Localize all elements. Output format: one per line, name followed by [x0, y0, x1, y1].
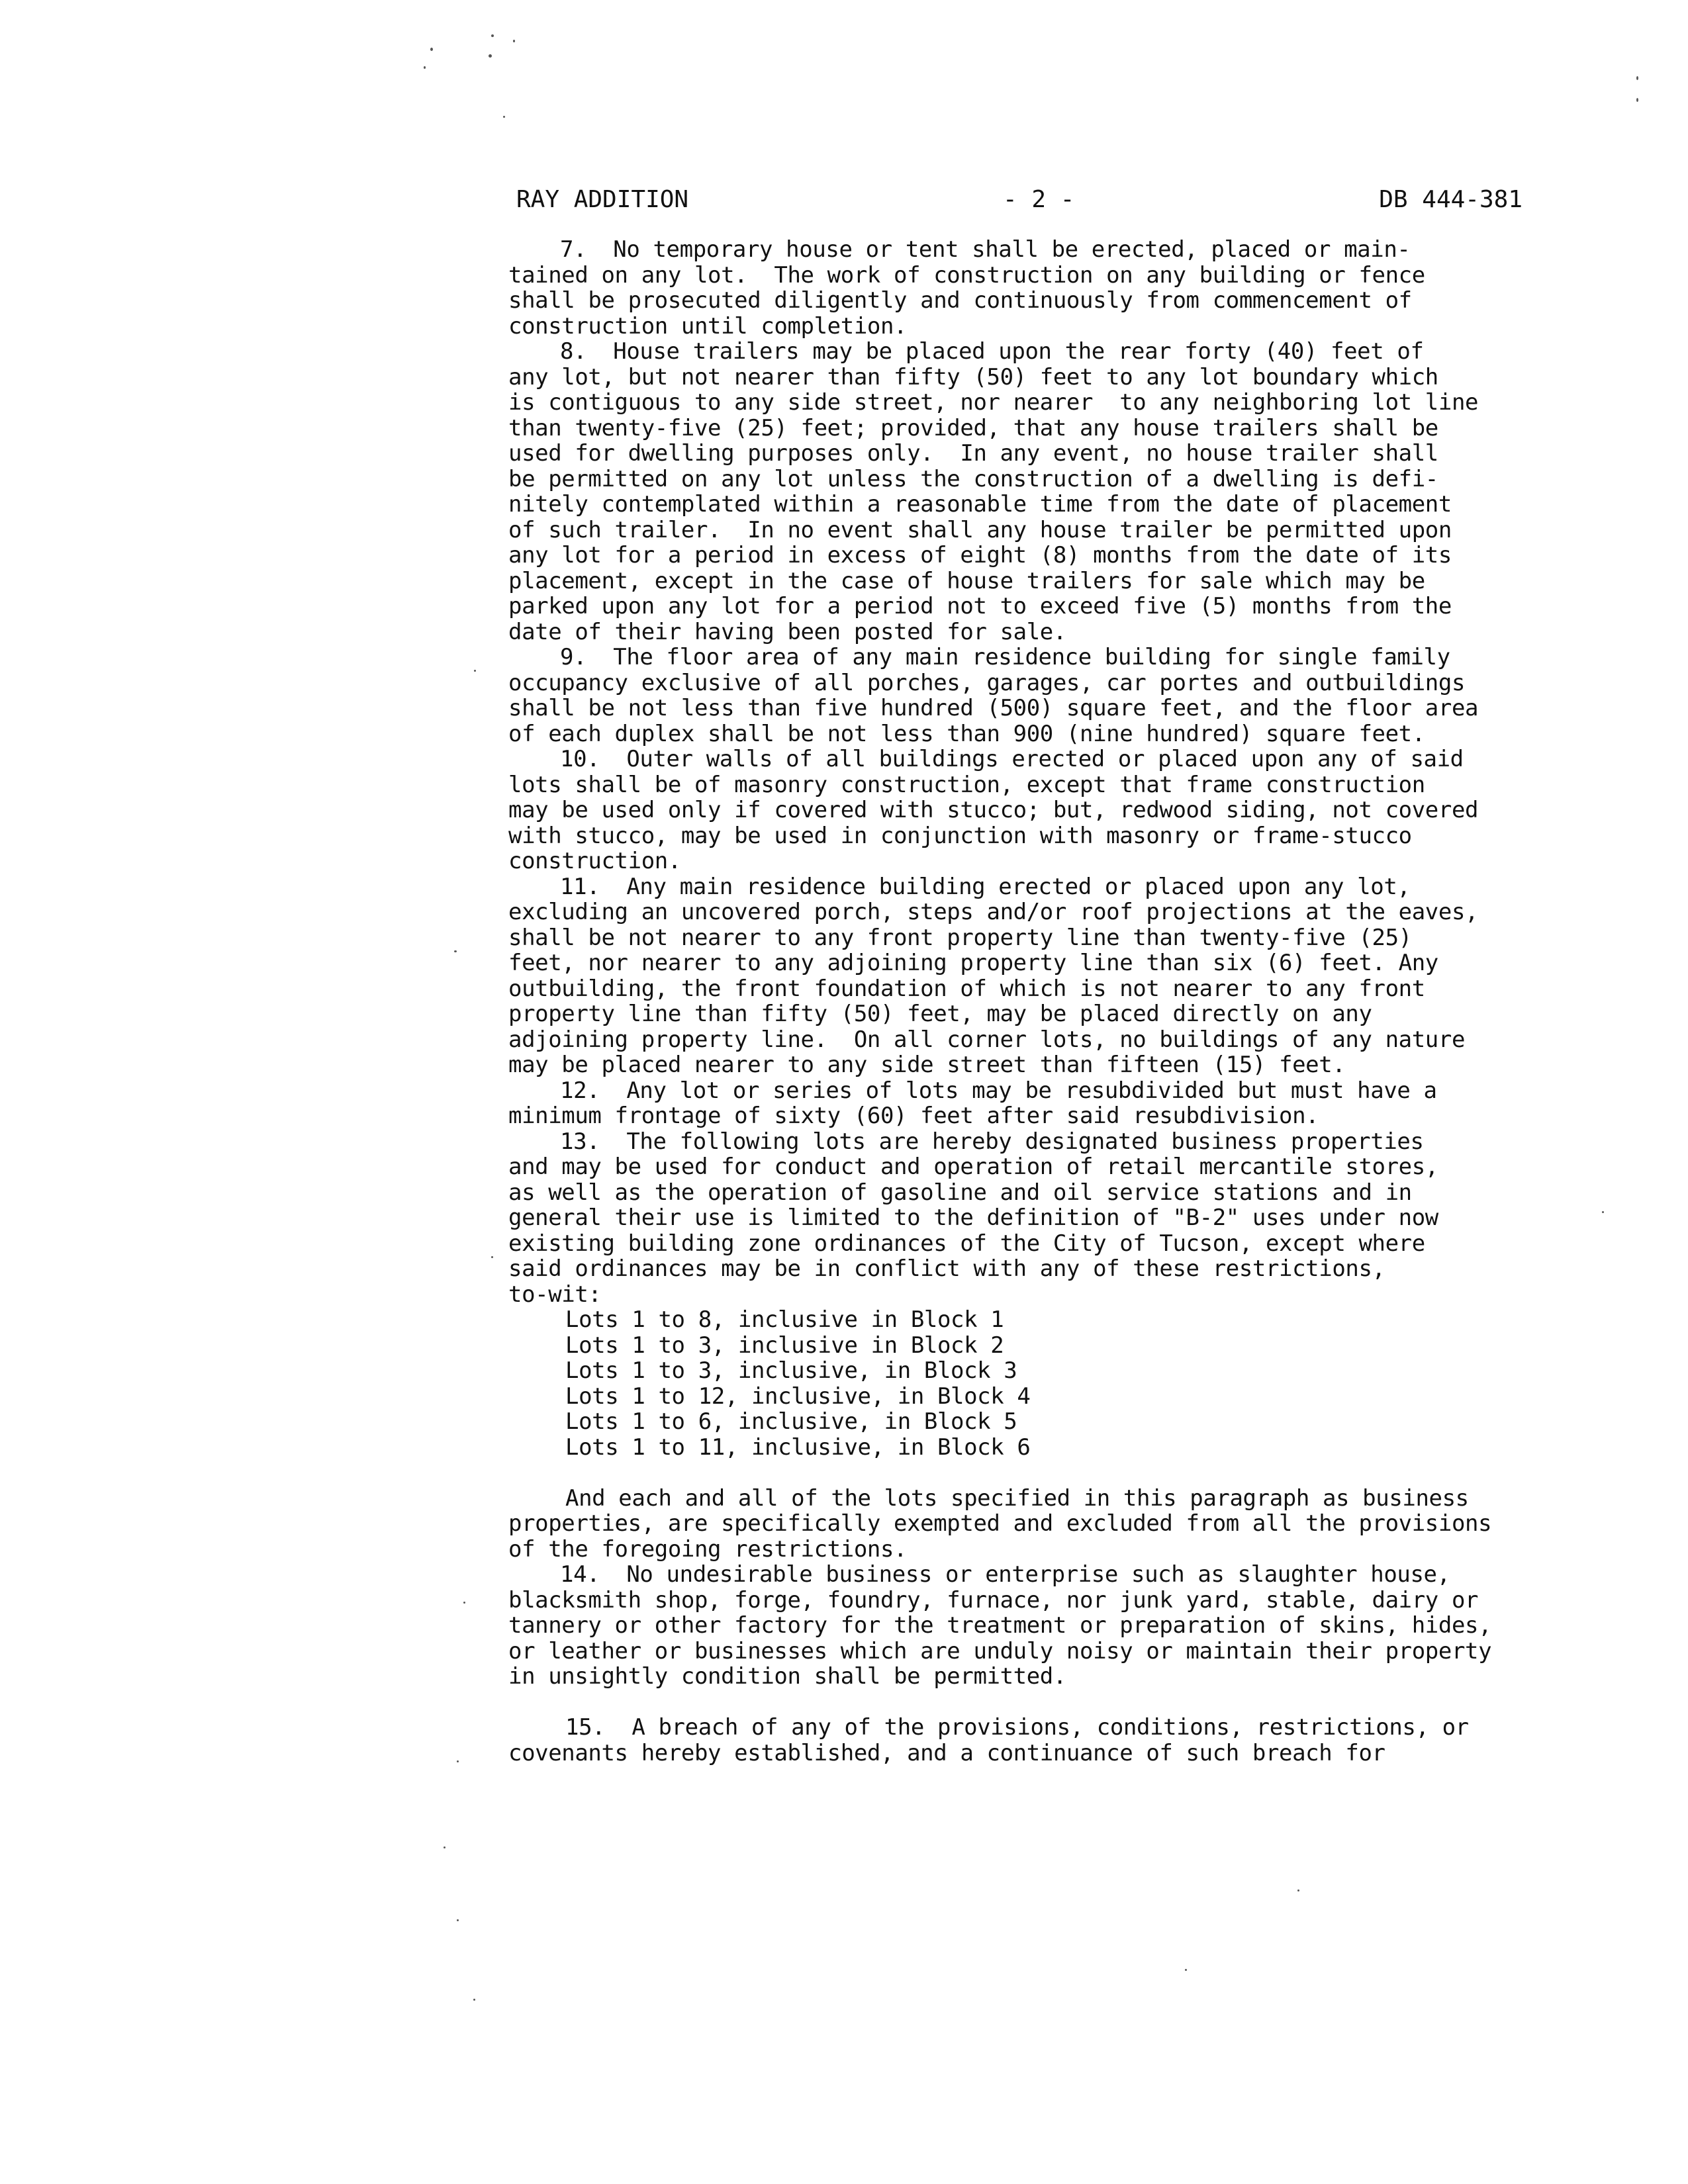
blank-line	[508, 1690, 1634, 1715]
docket-reference: DB 444-381	[1379, 186, 1523, 213]
text-line: shall be not nearer to any front property line than twenty-five (25)	[508, 924, 1412, 951]
paragraph-15	[508, 1715, 1634, 1766]
paragraph-8	[508, 339, 1634, 645]
scan-speck	[463, 1602, 465, 1604]
scan-speck	[491, 34, 494, 37]
page-number: - 2 -	[1003, 186, 1075, 213]
text-line: general their use is limited to the definition of "B-2" uses under now	[508, 1205, 1438, 1231]
page-header	[516, 180, 1523, 220]
text-line: of the foregoing restrictions.	[508, 1535, 908, 1563]
scan-speck	[491, 1256, 493, 1258]
text-line: outbuilding, the front foundation of which is not nearer to any front	[508, 975, 1425, 1002]
scan-speck	[513, 40, 515, 42]
text-line: nitely contemplated within a reasonable time from the date of placement	[508, 491, 1452, 518]
text-line: and may be used for conduct and operation of retail mercantile stores,	[508, 1154, 1438, 1180]
scan-speck	[474, 670, 476, 672]
text-line: properties, are specifically exempted and excluded from all the provisions	[508, 1510, 1492, 1537]
text-line: lots shall be of masonry construction, except that frame construction	[508, 771, 1425, 798]
scan-speck	[1636, 98, 1638, 102]
text-line: 12. Any lot or series of lots may be resubdivided but must have a	[560, 1077, 1437, 1104]
text-line: adjoining property line. On all corner lots, no buildings of any nature	[508, 1026, 1466, 1053]
text-line: used for dwelling purposes only. In any event, no house trailer shall	[508, 440, 1438, 467]
text-line: than twenty-five (25) feet; provided, that any house trailers shall be	[508, 414, 1438, 441]
lot-list-item: Lots 1 to 12, inclusive, in Block 4	[565, 1383, 1031, 1410]
text-line: as well as the operation of gasoline and oil service stations and in	[508, 1179, 1412, 1206]
text-line: in unsightly condition shall be permitted.	[508, 1663, 1066, 1690]
text-line: parked upon any lot for a period not to exceed five (5) months from the	[508, 593, 1452, 619]
business-lots-list	[508, 1307, 1634, 1460]
text-line: 11. Any main residence building erected or placed upon any lot,	[560, 873, 1411, 900]
text-line: of such trailer. In no event shall any house trailer be permitted upon	[508, 516, 1452, 543]
paragraph-12	[508, 1078, 1634, 1129]
text-line: 14. No undesirable business or enterprise such as slaughter house,	[560, 1561, 1450, 1588]
text-line: may be placed nearer to any side street than fifteen (15) feet.	[508, 1052, 1346, 1078]
text-line: 15. A breach of any of the provisions, conditions, restrictions, or	[565, 1714, 1469, 1741]
document-body	[508, 237, 1634, 1766]
text-line: with stucco, may be used in conjunction with masonry or frame-stucco	[508, 822, 1412, 849]
text-line: blacksmith shop, forge, foundry, furnace, nor junk yard, stable, dairy or	[508, 1586, 1479, 1614]
scan-speck	[489, 54, 492, 58]
text-line: said ordinances may be in conflict with any of these restrictions,	[508, 1255, 1385, 1282]
text-line: shall be not less than five hundred (500) square feet, and the floor area	[508, 695, 1479, 721]
scan-speck	[430, 48, 433, 51]
text-line: 9. The floor area of any main residence building for single family	[560, 644, 1450, 670]
text-line: existing building zone ordinances of the City of Tucson, except where	[508, 1230, 1425, 1257]
scan-speck	[457, 1760, 459, 1762]
text-line: 13. The following lots are hereby designated business properties	[560, 1128, 1424, 1155]
scan-speck	[1297, 1889, 1299, 1891]
lot-list-item: Lots 1 to 3, inclusive in Block 2	[565, 1332, 1004, 1359]
text-line: any lot for a period in excess of eight (8) months from the date of its	[508, 542, 1452, 569]
text-line: any lot, but not nearer than fifty (50) feet to any lot boundary which	[508, 363, 1438, 390]
lot-list-item: Lots 1 to 11, inclusive, in Block 6	[565, 1433, 1031, 1461]
text-line: or leather or businesses which are unduly noisy or maintain their property	[508, 1637, 1492, 1664]
lot-list-item: Lots 1 to 6, inclusive, in Block 5	[565, 1408, 1017, 1435]
lot-list-item: Lots 1 to 3, inclusive, in Block 3	[565, 1357, 1017, 1384]
document-title: RAY ADDITION	[516, 186, 689, 213]
text-line: 7. No temporary house or tent shall be erected, placed or main-	[560, 236, 1411, 263]
scan-speck	[1636, 76, 1638, 80]
lot-list-item: Lots 1 to 8, inclusive in Block 1	[565, 1306, 1004, 1333]
text-line: construction until completion.	[508, 312, 908, 340]
scan-speck	[444, 1846, 445, 1848]
paragraph-9	[508, 645, 1634, 747]
text-line: to-wit:	[508, 1281, 602, 1308]
scan-speck	[1185, 1969, 1187, 1971]
scan-speck	[473, 1999, 475, 2001]
paragraph-13	[508, 1129, 1634, 1308]
text-line: tannery or other factory for the treatment or preparation of skins, hides,	[508, 1612, 1492, 1639]
text-line: 10. Outer walls of all buildings erected or placed upon any of said	[560, 746, 1464, 772]
text-line: feet, nor nearer to any adjoining property line than six (6) feet. Any	[508, 950, 1438, 976]
text-line: 8. House trailers may be placed upon the rear forty (40) feet of	[560, 338, 1424, 365]
text-line: tained on any lot. The work of construction on any building or fence	[508, 261, 1425, 289]
scan-speck	[454, 950, 457, 952]
scan-speck	[424, 66, 426, 69]
text-line: covenants hereby established, and a continuance of such breach for	[508, 1739, 1385, 1766]
scan-speck	[503, 116, 505, 118]
text-line: And each and all of the lots specified in this paragraph as business	[565, 1484, 1469, 1512]
scan-speck	[457, 1919, 459, 1921]
text-line: date of their having been posted for sale.	[508, 618, 1066, 645]
text-line: may be used only if covered with stucco; but, redwood siding, not covered	[508, 797, 1479, 823]
paragraph-13-exemption	[508, 1486, 1634, 1563]
text-line: be permitted on any lot unless the construction of a dwelling is defi-	[508, 465, 1438, 492]
paragraph-10	[508, 747, 1634, 874]
text-line: excluding an uncovered porch, steps and/or roof projections at the eaves,	[508, 899, 1479, 925]
text-line: is contiguous to any side street, nor nearer to any neighboring lot line	[508, 389, 1479, 416]
text-line: placement, except in the case of house trailers for sale which may be	[508, 567, 1425, 594]
text-line: shall be prosecuted diligently and continuously from commencement of	[508, 287, 1412, 314]
paragraph-11	[508, 874, 1634, 1078]
text-line: construction.	[508, 848, 681, 874]
blank-line	[508, 1460, 1634, 1486]
text-line: minimum frontage of sixty (60) feet after said resubdivision.	[508, 1103, 1319, 1129]
text-line: of each duplex shall be not less than 900 (nine hundred) square feet.	[508, 720, 1425, 747]
text-line: occupancy exclusive of all porches, garages, car portes and outbuildings	[508, 669, 1466, 696]
paragraph-14	[508, 1562, 1634, 1690]
text-line: property line than fifty (50) feet, may be placed directly on any	[508, 1001, 1372, 1027]
paragraph-7	[508, 237, 1634, 339]
